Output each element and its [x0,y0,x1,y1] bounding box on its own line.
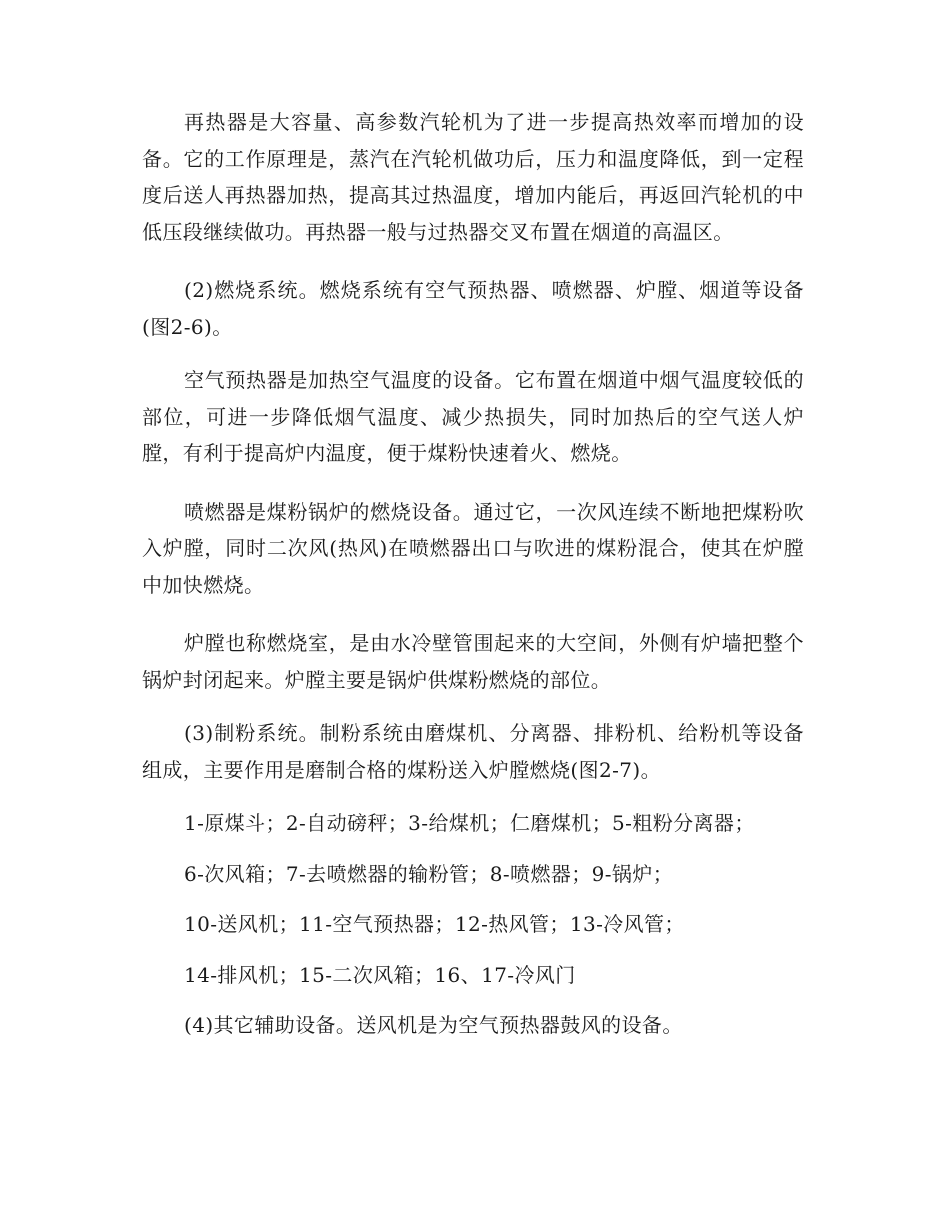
legend-line: 14-排风机；15-二次风箱；16、17-冷风门 [184,962,576,987]
paragraph-furnace: 炉膛也称燃烧室，是由水冷壁管围起来的大空间，外侧有炉墙把整个锅炉封闭起来。炉膛主要是锅炉供煤粉燃烧的部位。 [142,631,804,692]
paragraph-combustion-system: (2)燃烧系统。燃烧系统有空气预热器、喷燃器、炉膛、烟道等设备(图2-6)。 [142,278,804,339]
figure-legend [142,805,804,993]
document-page [142,104,804,1066]
legend-line: 6-次风箱；7-去喷燃器的输粉管；8-喷燃器；9-锅炉； [184,861,674,886]
paragraph-burner: 喷燃器是煤粉锅炉的燃烧设备。通过它，一次风连续不断地把煤粉吹入炉膛，同时二次风(热风)在喷燃器出口与吹进的煤粉混合，使其在炉膛中加快燃烧。 [142,499,804,597]
paragraph-pulverizing-system: (3)制粉系统。制粉系统由磨煤机、分离器、排粉机、给粉机等设备组成，主要作用是磨制合格的煤粉送入炉膛燃烧(图2-7)。 [142,721,804,782]
paragraph-reheater: 再热器是大容量、高参数汽轮机为了进一步提高热效率而增加的设备。它的工作原理是，蒸汽在汽轮机做功后，压力和温度降低，到一定程度后送人再热器加热，提高其过热温度，增加内能后，再返回汽轮机的中低压段继续做功。再热器一般与过热器交叉布置在烟道的高温区。 [142,110,804,244]
legend-line: 1-原煤斗；2-自动磅秤；3-给煤机；仁磨煤机；5-粗粉分离器； [184,811,755,835]
paragraph-air-preheater: 空气预热器是加热空气温度的设备。它布置在烟道中烟气温度较低的部位，可进一步降低烟气温度、减少热损失，同时加热后的空气送人炉膛，有利于提高炉内温度，便于煤粉快速着火、燃烧。 [142,368,804,465]
legend-line: 10-送风机；11-空气预热器；12-热风管；13-冷风管； [184,912,685,936]
paragraph-auxiliary-equipment: (4)其它辅助设备。送风机是为空气预热器鼓风的设备。 [184,1013,683,1037]
